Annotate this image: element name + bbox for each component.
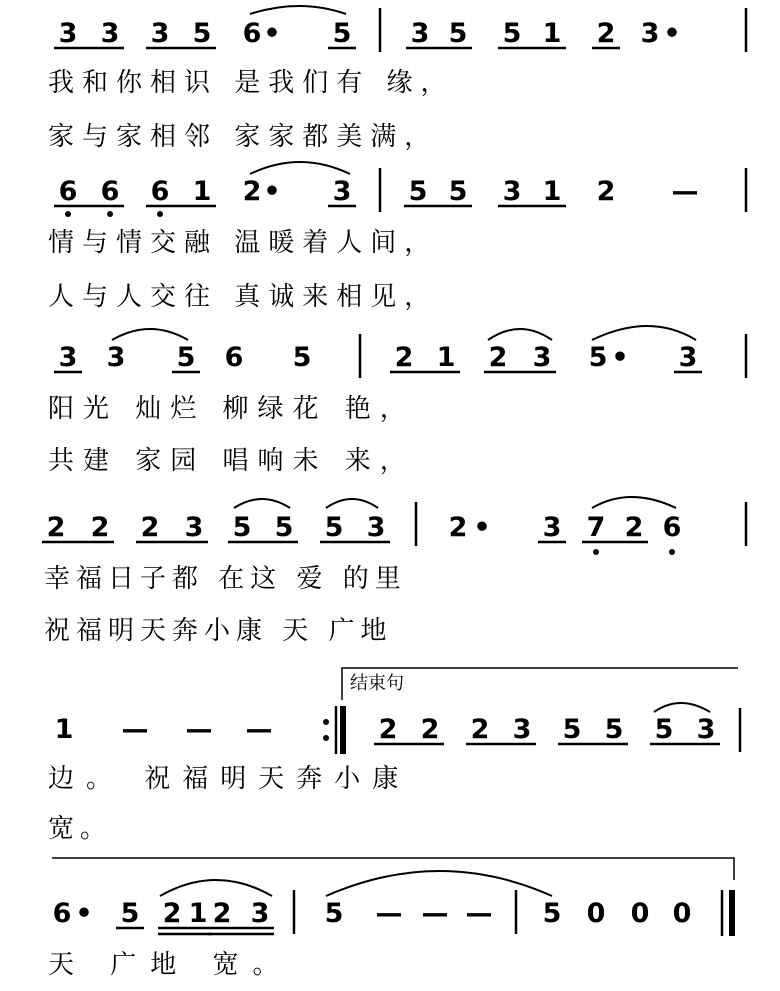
repeat-dot	[323, 719, 329, 725]
dot-extension: •	[611, 342, 629, 373]
note: 3	[410, 18, 430, 49]
dot-extension: •	[473, 512, 491, 543]
note: 1	[188, 898, 208, 929]
note: 2	[46, 512, 66, 543]
note: 5	[588, 342, 608, 373]
barlines	[294, 8, 746, 934]
repeat-sign	[323, 706, 343, 754]
dot-extension: •	[75, 898, 93, 929]
note: 2	[596, 176, 616, 207]
note: 5	[502, 18, 522, 49]
note: 1	[542, 176, 562, 207]
dot-extension: •	[263, 176, 281, 207]
note: 3	[678, 342, 698, 373]
note: 5	[562, 714, 582, 745]
note: 2	[394, 342, 414, 373]
dash-extension: —	[375, 898, 403, 929]
lyric-verse-1: 情与情交融 温暖着人间，	[48, 228, 439, 258]
note: 3	[184, 512, 204, 543]
dash-extension: —	[185, 714, 213, 745]
note: 2	[420, 714, 440, 745]
dash-extension: —	[421, 898, 449, 929]
lyric-verse-2: 宽。	[48, 814, 113, 844]
dash-extension: —	[245, 714, 273, 745]
note: 5	[324, 512, 344, 543]
note: 1	[436, 342, 456, 373]
note: 3	[366, 512, 386, 543]
note: 6	[242, 18, 262, 49]
note: 2	[90, 512, 110, 543]
note: 5	[604, 714, 624, 745]
rest: 0	[672, 898, 692, 929]
lyric-verse-1: 我和你相识 是我们有 缘，	[48, 68, 455, 98]
note: 5	[292, 342, 312, 373]
lyric-verse-1: 阳光 灿烂 柳绿花 艳，	[48, 394, 415, 424]
note: 1	[54, 714, 74, 745]
dot-extension: •	[263, 18, 281, 49]
lyric-verse-2: 人与人交往 真诚来相见，	[48, 282, 439, 312]
note: 1	[542, 18, 562, 49]
note: 6	[100, 176, 120, 207]
note: 1	[192, 176, 212, 207]
note: 2	[212, 898, 232, 929]
ending-bracket	[52, 858, 734, 880]
note: 3	[100, 18, 120, 49]
note: 5	[324, 898, 344, 929]
dash-extension: —	[465, 898, 493, 929]
note: 2	[242, 176, 262, 207]
slurs	[112, 6, 710, 896]
dash-extension: —	[121, 714, 149, 745]
dot-extension: •	[663, 18, 681, 49]
lyric-verse-2: 共建 家园 唱响未 来，	[48, 446, 415, 476]
note: 3	[58, 342, 78, 373]
note: 7	[586, 512, 606, 543]
note: 3	[512, 714, 532, 745]
note: 2	[488, 342, 508, 373]
note: 3	[106, 342, 126, 373]
note: 5	[274, 512, 294, 543]
ending-label: 结束句	[350, 673, 404, 694]
note: 3	[542, 512, 562, 543]
note: 6	[662, 512, 682, 543]
note: 6	[58, 176, 78, 207]
note: 3	[58, 18, 78, 49]
note: 2	[624, 512, 644, 543]
rest: 0	[586, 898, 606, 929]
ending-brackets	[52, 668, 738, 880]
lyric-verse-2: 祝福明天奔小康 天 广地	[44, 616, 393, 646]
note: 2	[470, 714, 490, 745]
note: 5	[448, 176, 468, 207]
note: 5	[448, 18, 468, 49]
dash-extension: —	[671, 176, 699, 207]
note: 6	[52, 898, 72, 929]
note: 3	[332, 176, 352, 207]
lyric-verse-1: 边。 祝福明天奔小康	[48, 764, 411, 794]
rest: 0	[630, 898, 650, 929]
ending-bracket	[342, 668, 738, 700]
note: 6	[150, 176, 170, 207]
note: 5	[232, 512, 252, 543]
repeat-dot	[323, 735, 329, 741]
note: 3	[532, 342, 552, 373]
note: 2	[140, 512, 160, 543]
note: 2	[448, 512, 468, 543]
final-barline	[722, 890, 732, 936]
lyric-verse-1: 幸福日子都 在这 爱 的里	[44, 564, 407, 594]
note: 5	[332, 18, 352, 49]
note: 5	[542, 898, 562, 929]
note: 5	[120, 898, 140, 929]
note: 3	[640, 18, 660, 49]
lyric-verse-1: 天 广地 宽。	[48, 950, 293, 980]
note: 6	[224, 342, 244, 373]
note: 2	[378, 714, 398, 745]
note: 5	[176, 342, 196, 373]
note: 2	[162, 898, 182, 929]
lyric-verse-2: 家与家相邻 家家都美满，	[48, 122, 439, 152]
note: 5	[192, 18, 212, 49]
note: 3	[696, 714, 716, 745]
note: 3	[250, 898, 270, 929]
note: 3	[150, 18, 170, 49]
note: 5	[654, 714, 674, 745]
note: 2	[596, 18, 616, 49]
note: 5	[408, 176, 428, 207]
note: 3	[502, 176, 522, 207]
